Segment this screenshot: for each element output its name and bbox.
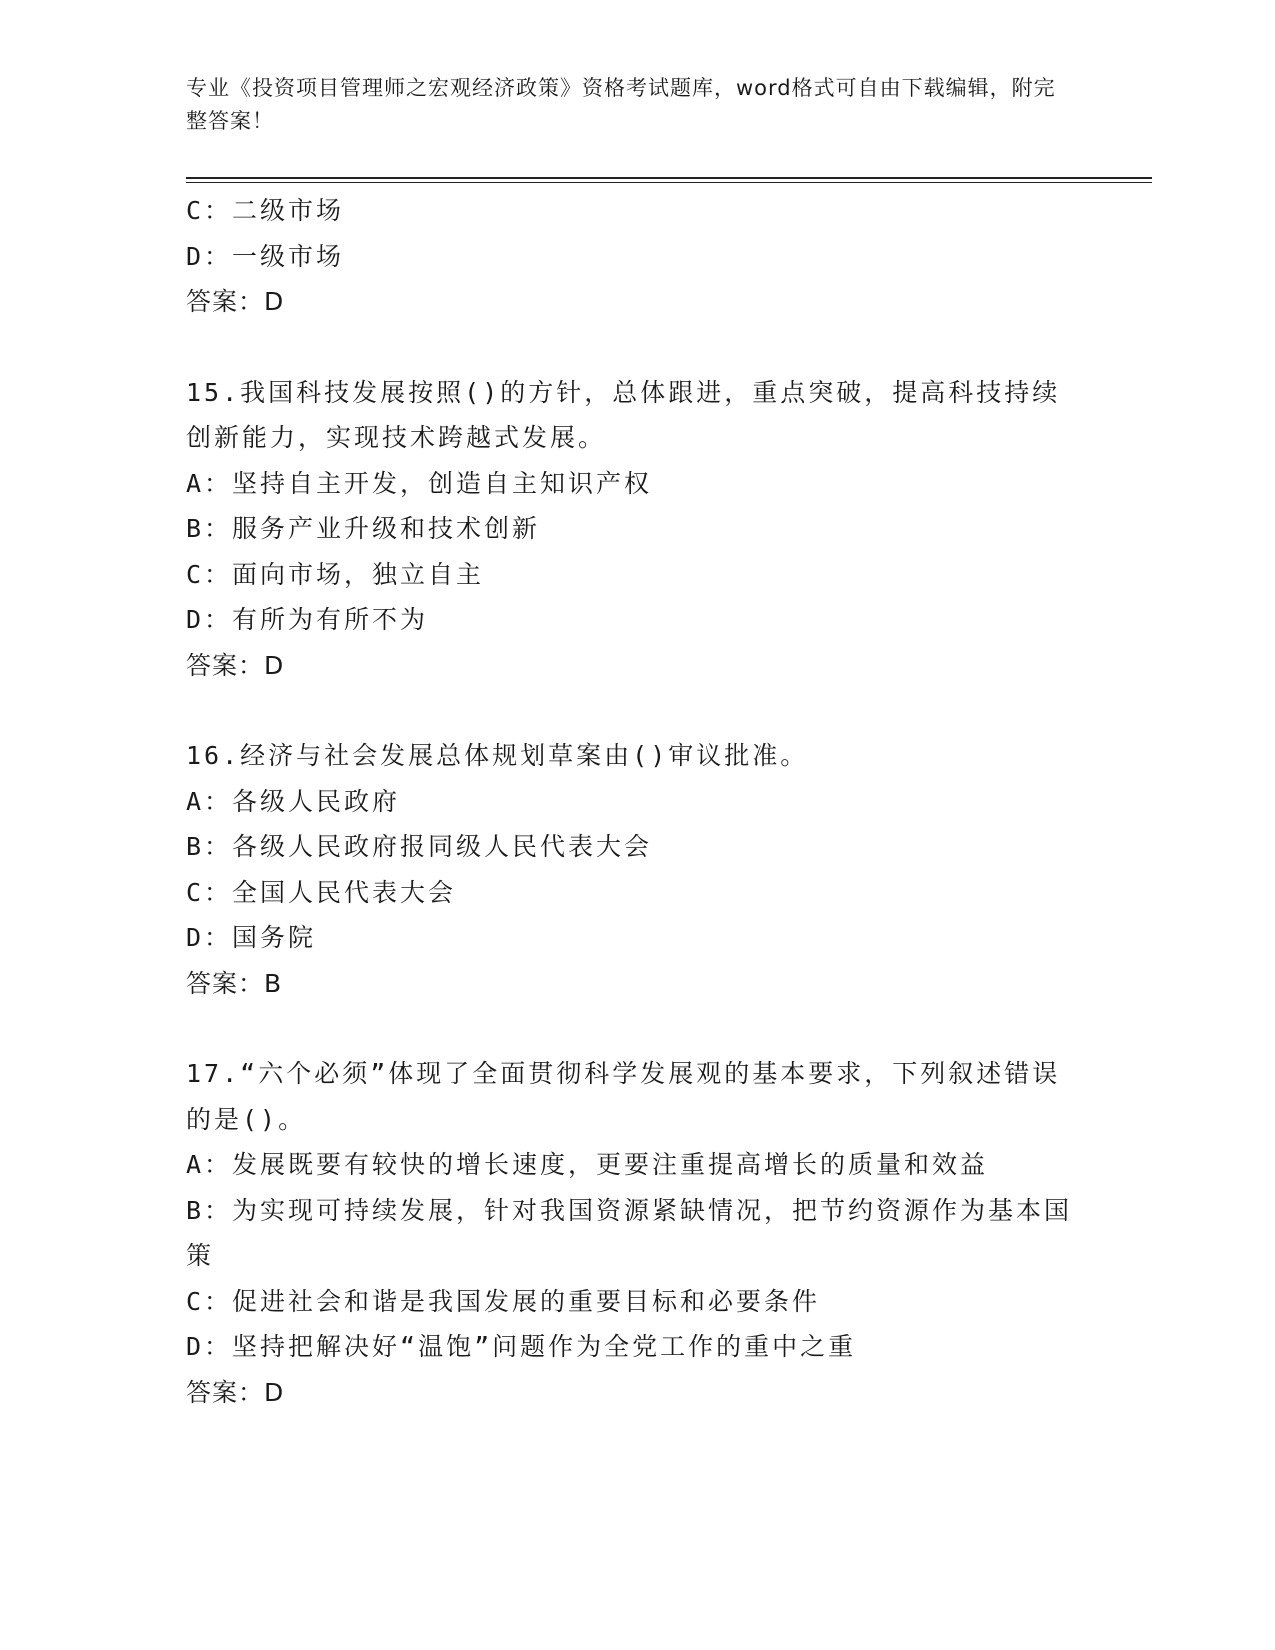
option-d: D：坚持把解决好“温饱”问题作为全党工作的重中之重: [186, 1332, 857, 1361]
question-stem: 15.我国科技发展按照()的方针，总体跟进，重点突破，提高科技持续创新能力，实现技术跨越式发展。: [186, 377, 1061, 452]
option-d: D：有所为有所不为: [186, 605, 429, 634]
option-b: B：服务产业升级和技术创新: [186, 514, 541, 543]
option-b: B：各级人民政府报同级人民代表大会: [186, 832, 653, 861]
question-content: [186, 188, 1086, 1415]
option-c: C：二级市场: [186, 196, 345, 225]
question-stem: 16.经济与社会发展总体规划草案由()审议批准。: [186, 741, 809, 770]
answer-line: 答案：D: [186, 287, 285, 316]
spacer: [186, 688, 1086, 733]
header-divider: [186, 177, 1152, 179]
spacer: [186, 325, 1086, 370]
header-divider-thin: [186, 182, 1152, 183]
option-b: B：为实现可持续发展，针对我国资源紧缺情况，把节约资源作为基本国策: [186, 1195, 1073, 1270]
spacer: [186, 1006, 1086, 1051]
option-a: A：发展既要有较快的增长速度，更要注重提高增长的质量和效益: [186, 1150, 989, 1179]
option-c: C：面向市场，独立自主: [186, 559, 485, 589]
option-a: A：各级人民政府: [186, 786, 401, 816]
answer-line: 答案：D: [186, 650, 285, 680]
question-stem: 17.“六个必须”体现了全面贯彻科学发展观的基本要求，下列叙述错误的是()。: [186, 1059, 1061, 1134]
option-c: C：促进社会和谐是我国发展的重要目标和必要条件: [186, 1286, 821, 1316]
option-c: C：全国人民代表大会: [186, 877, 457, 907]
document-header: 专业《投资项目管理师之宏观经济政策》资格考试题库，word格式可自由下载编辑，附完整答案！: [186, 76, 1056, 133]
answer-line: 答案：B: [186, 968, 283, 998]
option-d: D：一级市场: [186, 241, 345, 271]
option-a: A：坚持自主开发，创造自主知识产权: [186, 468, 653, 498]
option-d: D：国务院: [186, 923, 317, 952]
answer-line: 答案：D: [186, 1377, 285, 1407]
